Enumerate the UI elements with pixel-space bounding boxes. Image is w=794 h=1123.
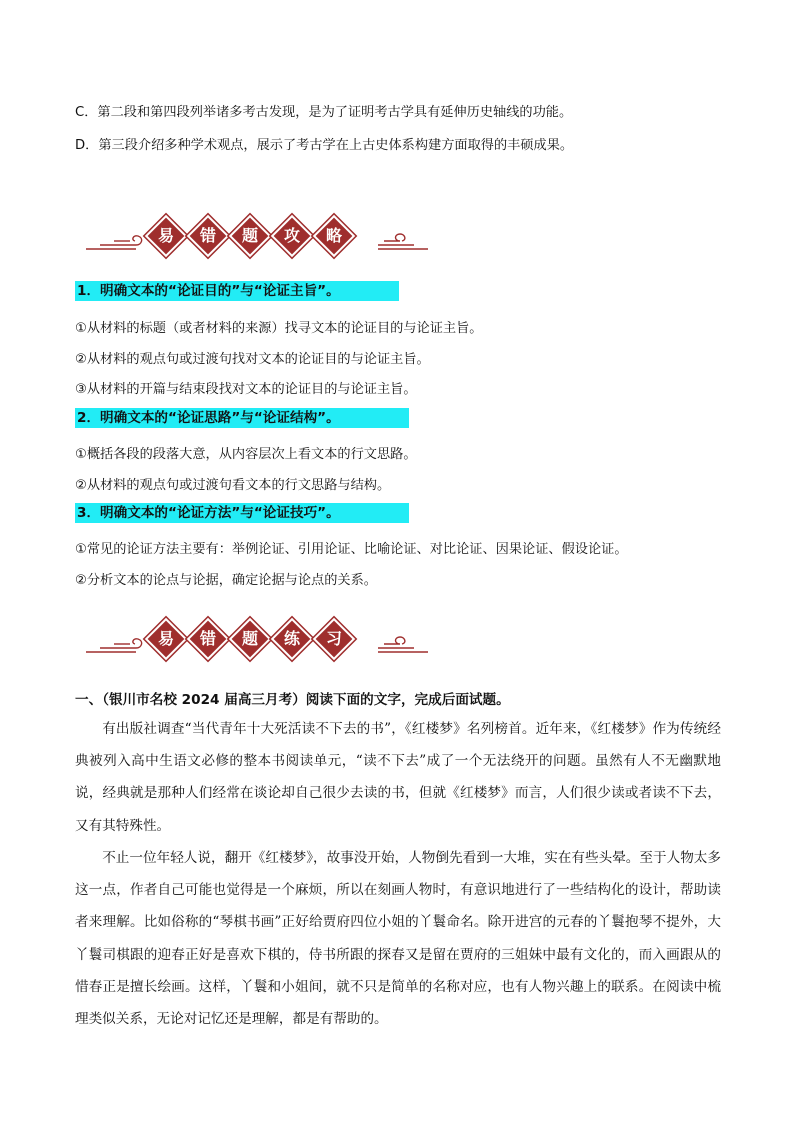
strategy-item: ②分析文本的论点与论据，确定论据与论点的关系。 <box>75 573 377 588</box>
question-title: 一、（银川市名校 2024 届高三月考）阅读下面的文字，完成后面试题。 <box>75 692 510 708</box>
option-c: C．第二段和第四段列举诸多考古发现，是为了证明考古学具有延伸历史轴线的功能。 <box>75 105 573 120</box>
strategy-item: ③从材料的开篇与结束段找对文本的论证目的与论证主旨。 <box>75 382 417 397</box>
banner-char-badge: 错 <box>190 218 226 254</box>
strategy-heading-3: 3．明确文本的“论证方法”与“论证技巧”。 <box>75 503 409 523</box>
strategy-item: ①从材料的标题（或者材料的来源）找寻文本的论证目的与论证主旨。 <box>75 321 483 336</box>
banner-practice <box>84 613 430 665</box>
banner-char-badge: 易 <box>148 621 184 657</box>
banner-char-badge: 易 <box>148 218 184 254</box>
strategy-heading-1: 1．明确文本的“论证目的”与“论证主旨”。 <box>75 281 399 301</box>
passage-paragraph-2: 不止一位年轻人说，翻开《红楼梦》，故事没开始，人物倒先看到一大堆，实在有些头晕。至于人物太多这一点，作者自己可能也觉得是一个麻烦，所以在刻画人物时，有意识地进行了一些结构化的设计，帮助读者来理解。比如俗称的“琴棋书画”正好给贾府四位小姐的丫鬟命名。除开进宫的元春的丫鬟抱琴不提外，大丫鬟司棋跟的迎春正好是喜欢下棋的，侍书所跟的探春又是留在贾府的三姐妹中最有文化的，而入画跟从的惜春正是擅长绘画。这样，丫鬟和小姐间，就不只是简单的名称对应，也有人物兴趣上的联系。在阅读中梳理类似关系，无论对记忆还是理解，都是有帮助的。 <box>75 850 721 1028</box>
banner-char-badge: 错 <box>190 621 226 657</box>
strategy-heading-2: 2．明确文本的“论证思路”与“论证结构”。 <box>75 408 409 428</box>
banner-char-badge: 题 <box>232 218 268 254</box>
banner-char-badge: 习 <box>316 621 352 657</box>
banner-char-badge: 略 <box>316 218 352 254</box>
strategy-item: ①常见的论证方法主要有：举例论证、引用论证、比喻论证、对比论证、因果论证、假设论证。 <box>75 542 628 557</box>
banner-char-badge: 题 <box>232 621 268 657</box>
strategy-item: ②从材料的观点句或过渡句找对文本的论证目的与论证主旨。 <box>75 352 430 367</box>
passage-paragraph-1: 有出版社调查“当代青年十大死活读不下去的书”，《红楼梦》名列榜首。近年来，《红楼梦》作为传统经典被列入高中生语文必修的整本书阅读单元，“读不下去”成了一个无法绕开的问题。虽然有人不无幽默地说，经典就是那种人们经常在谈论却自己很少去读的书，但就《红楼梦》而言，人们很少读或者读不下去，又有其特殊性。 <box>75 721 721 834</box>
banner-char-badge: 攻 <box>274 218 310 254</box>
banner-char-badge: 练 <box>274 621 310 657</box>
strategy-item: ①概括各段的段落大意，从内容层次上看文本的行文思路。 <box>75 447 417 462</box>
banner-strategy <box>84 210 430 262</box>
option-d: D．第三段介绍多种学术观点，展示了考古学在上古史体系构建方面取得的丰硕成果。 <box>75 138 574 153</box>
strategy-item: ②从材料的观点句或过渡句看文本的行文思路与结构。 <box>75 478 391 493</box>
